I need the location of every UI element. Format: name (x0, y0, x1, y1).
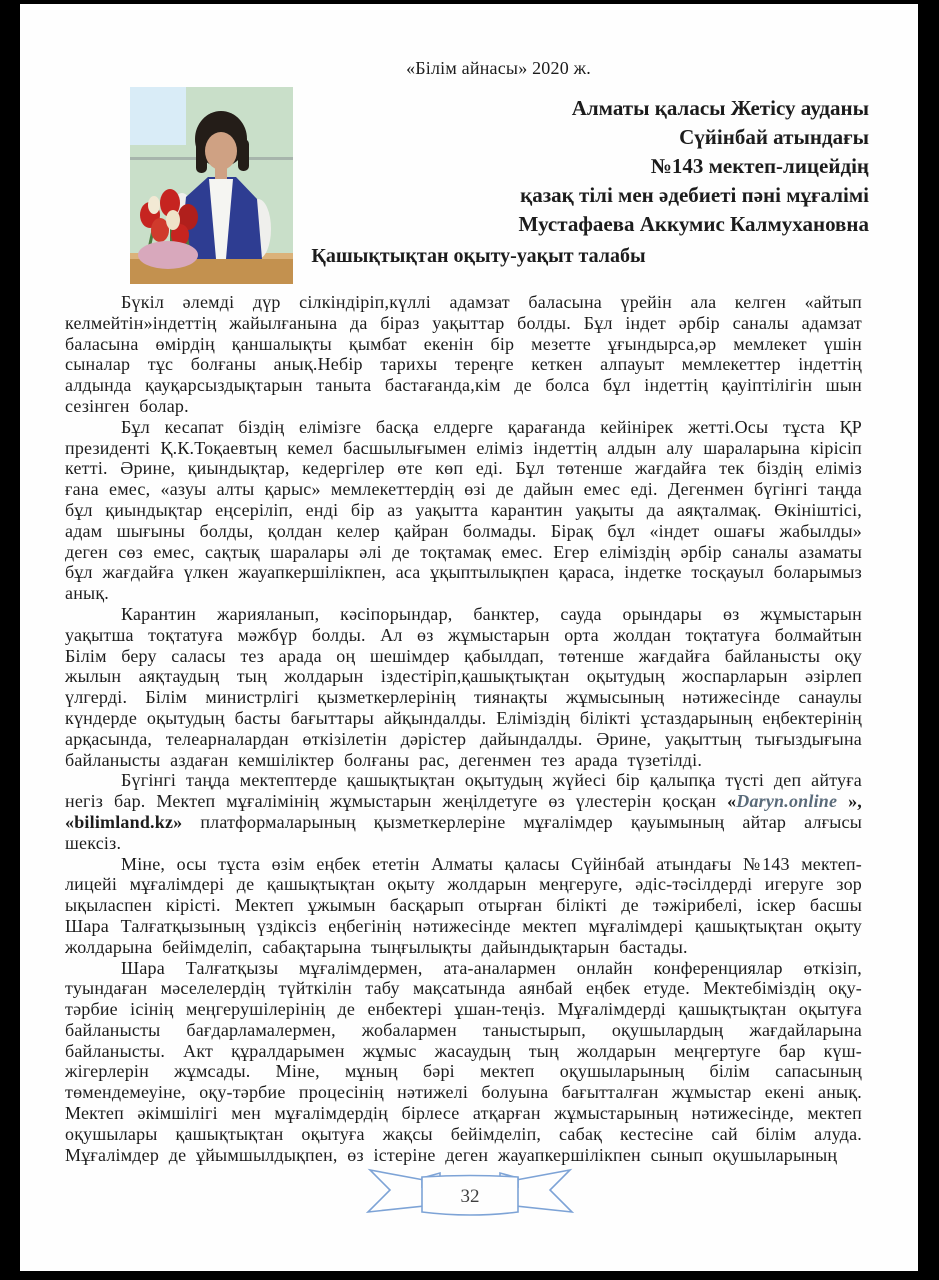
journal-masthead: «Білім айнасы» 2020 ж. (406, 58, 591, 78)
article-body (65, 292, 862, 1165)
author-line-school-name: Сүйінбай атындағы (679, 125, 869, 149)
author-line-school-number: №143 мектеп-лицейдің (650, 154, 869, 178)
platform-daryn-online: Daryn.online (736, 791, 838, 812)
platform-bilimland: », «bilimland.kz» (65, 791, 862, 832)
page-number: 32 (460, 1186, 480, 1207)
author-line-name: Мустафаева Аккумис Калмухановна (518, 212, 869, 236)
author-line-region: Алматы қаласы Жетісу ауданы (571, 96, 869, 120)
author-block (320, 94, 869, 239)
ribbon-left-tail (368, 1170, 424, 1212)
ribbon-right-tail (516, 1170, 572, 1212)
scanned-page (20, 4, 918, 1271)
paragraph-4-lead: Бүгінгі таңда мектептерде қашықтықтан оқытудың жүйесі бір қалыпқа түсті деп айтуға негіз бар. Мектеп мұғалімінің жұмыстарын жеңілдетуге өз үлестерін қосқан (65, 770, 862, 812)
paragraph-3: Карантин жарияланып, кәсіпорындар, банктер, сауда орындары өз жұмыстарын уақытша тоқтатуға мәжбүр болды. Ал өз жұмыстарын орта жолдан тоқтатуға болмайтын Білім беру саласы тез арада оң шешімдер қабылдап, төтенше жағдайға байланысты оқу жылын аяқтаудың тың жолдарын іздестіріп,қашықтықтан оқытудың жоспарларын әзірлеп үлгерді. Білім министрлігі қызметкерлерінің тиянақты жұмысының нәтижесінде санаулы күндерде оқытудың басты бағыттары айқындалды. Еліміздің білікті ұстаздарының еңбектерінің арқасында, телеарналардан өткізілетін дәрістер дайындалды. Әрине, уақыттың тығыздығына байланысты аздаған кемшіліктер болғаны рас, дегенмен тез арада түзетілді. (65, 603, 862, 770)
paragraph-5: Міне, осы тұста өзім еңбек ететін Алматы қаласы Сүйінбай атындағы №143 мектеп-лицейі мұғалімдері де қашықтықтан оқыту жолдарын меңгеруге, әдіс-тәсілдерді игеруге зор ықыласпен кірісті. Мектеп ұжымын басқарып отырған білікті де тәжірибелі, іскер басшы Шара Талғатқызының үздіксіз еңбегінің нәтижесінде мектеп мұғалімдері қашықтықтан оқыту жолдарына бейімделіп, сабақтарына тыңғылықты дайындықтарын бастады. (65, 853, 862, 957)
article-title: Қашықтықтан оқыту-уақыт талабы (311, 245, 646, 267)
ribbon-banner-graphic (360, 1168, 580, 1220)
author-line-subject: қазақ тілі мен әдебиеті пәні мұғалімі (520, 183, 869, 207)
quote-open: « (727, 791, 737, 812)
paragraph-4 (65, 770, 862, 853)
paragraph-1: Бүкіл әлемді дүр сілкіндіріп,күллі адамзат баласына үрейін ала келген «айтып келмейтін»індеттің жайылғанына да біраз уақыттар болды. Бұл індет әрбір саналы адамзат баласына өмірдің қаншалықты қымбат екенін бір мезетте ұғындырса,әр мемлекет үшін сыналар тұс болғаны анық.Небір тарихы тереңге кеткен алпауыт мемлекеттер індеттің алдында қауқарсыздықтарын таныта бастағанда,кім де болса бұл індеттің қауіптілігін шын сезінген болар. (65, 292, 862, 416)
paragraph-2: Бұл кесапат біздің елімізге басқа елдерге қарағанда кейінірек жетті.Осы тұста ҚР президенті Қ.К.Тоқаевтың кемел басшылығымен еліміз індеттің алдын алу шараларына кірісіп кетті. Әрине, қиындықтар, кедергілер өте көп еді. Бұл төтенше жағдайға тек біздің еліміз ғана емес, «азуы алты қарыс» мемлекеттердің өзі де дайын емес еді. Дегенмен бүгінгі таңда бұл қиындықтар еңсеріліп, енді бір аз уақытта карантин уақыты да аяқталмақ. Өкініштісі, адам шығыны болды, қолдан келер қайран болмады. Бірақ бұл «індет ошағы жабылды» деген сөз емес, сақтық шаралары әлі де тоқтамақ емес. Егер еліміздің әрбір саналы азаматы бұл жағдайға үлкен жауапкершілікпен, аса ұқыптылықпен қараса, індетке тосқауыл боларымыз анық. (65, 416, 862, 604)
paragraph-4-tail: платформаларының қызметкерлеріне мұғалімдер қауымының айтар алғысы шексіз. (65, 811, 862, 853)
paragraph-6: Шара Талғатқызы мұғалімдермен, ата-аналармен онлайн конференциялар өткізіп, туындаған мәселелердің түйткілін табу мақсатында аянбай еңбек етуде. Мектебіміздің оқу-тәрбие ісінің меңгерушілерінің де енбектері ұшан-теңіз. Мұғалімдерді қашықтықтан оқытуға байланысты бағдарламалермен, жобалармен таныстырып, оқушылардың жағдайларына байланысты. Акт құралдарымен жұмыс жасаудың тың жолдарын меңгертуге бар күш-жігерлерін жұмсады. Міне, мұның бәрі мектеп оқушыларының білім сапасының төмендемеуіне, оқу-тәрбие процесінің нәтижелі болуына бағытталған жұмыстар екені анық. Мектеп әкімшілігі мен мұғалімдердің бірлесе атқарған жұмыстарының нәтижесінде, мектеп оқушылары қашықтықтан оқытуға жақсы бейімделіп, сабақ кестесіне сай білім алуда. Мұғалімдер де ұйымшылдықпен, өз істеріне деген жауапкершілікпен сынып оқушыларының (65, 957, 862, 1165)
page-number-ribbon (360, 1168, 580, 1220)
